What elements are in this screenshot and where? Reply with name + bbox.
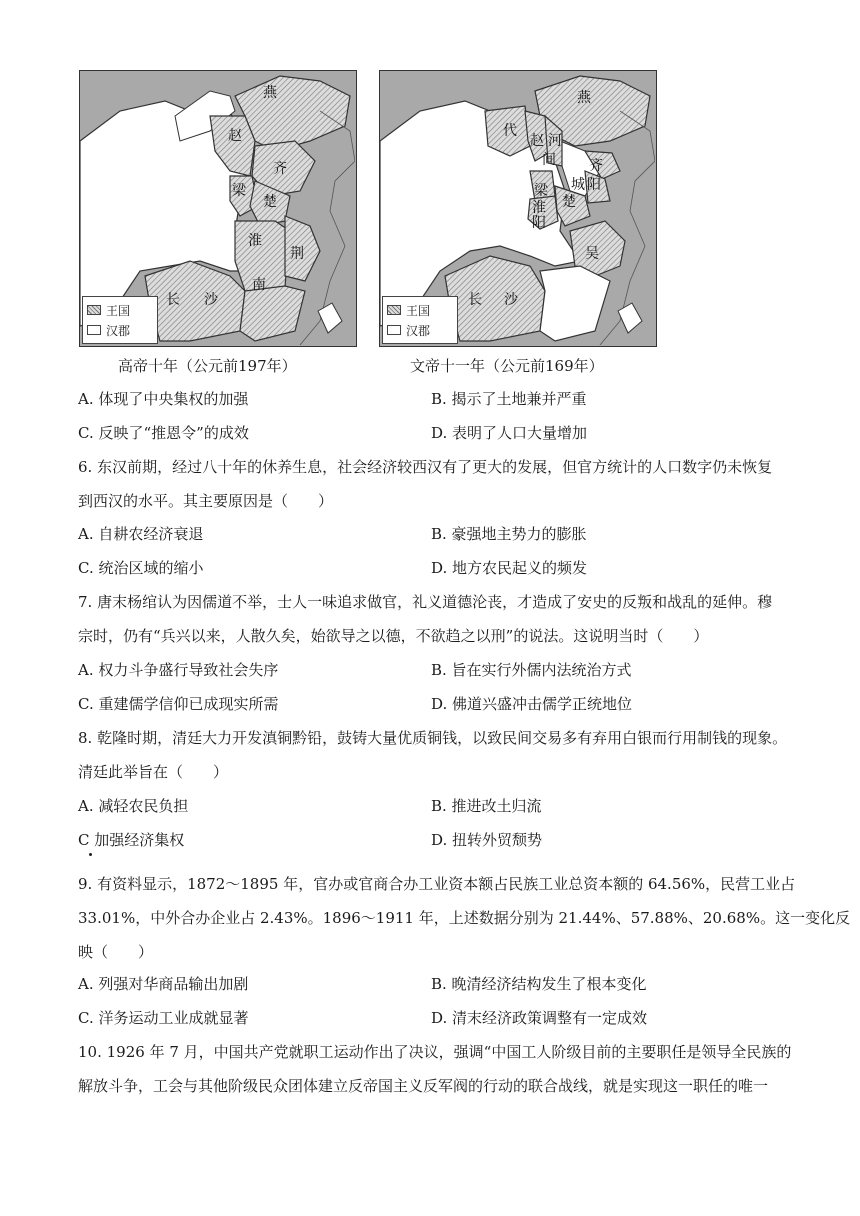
map-legend [382, 296, 458, 344]
legend-kingdom: 王国 [106, 303, 131, 318]
q7-option-c[interactable]: C. 重建儒学信仰已成现实所需 [78, 695, 279, 713]
island [318, 303, 342, 333]
q5-option-a[interactable]: A. 体现了中央集权的加强 [78, 390, 249, 408]
q7-option-d[interactable]: D. 佛道兴盛冲击儒学正统地位 [431, 695, 633, 713]
kingdom-changsha [145, 261, 245, 341]
label-qi: 齐 [273, 161, 287, 177]
kingdom-changsha [445, 256, 545, 341]
legend-kingdom-swatch [387, 305, 401, 315]
label-zhao: 赵 [530, 133, 544, 149]
label-wu: 吴 [585, 246, 599, 262]
kingdom-nan [240, 286, 305, 341]
q6-option-c[interactable]: C. 统治区域的缩小 [78, 559, 204, 577]
label-yan: 燕 [577, 90, 591, 106]
label-nan: 南 [252, 277, 266, 293]
map-gaodi [79, 70, 357, 347]
label-he: 河 [548, 133, 562, 149]
label-huai: 淮 [248, 233, 262, 249]
legend-kingdom-swatch [87, 305, 101, 315]
legend-kingdom: 王国 [406, 303, 431, 318]
label-chu: 楚 [562, 194, 576, 210]
legend-commandery: 汉郡 [106, 323, 131, 338]
label-yang-2: 阳 [532, 215, 546, 231]
q9-stem-line1: 9. 有资料显示，1872～1895 年，官办或官商合办工业资本额占民族工业总资本额的 64.56%，民营工业占 [78, 875, 796, 893]
label-jian: 间 [542, 152, 556, 168]
q6-option-a[interactable]: A. 自耕农经济衰退 [78, 525, 204, 543]
label-liang: 梁 [534, 183, 548, 199]
q7-option-a[interactable]: A. 权力斗争盛行导致社会失序 [78, 661, 279, 679]
label-cheng: 城 [571, 177, 585, 193]
map-legend [82, 296, 158, 344]
q6-stem-line2: 到西汉的水平。其主要原因是（ ） [78, 492, 334, 510]
q8-stem-line1: 8. 乾隆时期，清廷大力开发滇铜黔铅，鼓铸大量优质铜钱，以致民间交易多有弃用白银而行用制钱的现象。 [78, 729, 788, 747]
q6-option-b[interactable]: B. 豪强地主势力的膨胀 [431, 525, 587, 543]
label-chu: 楚 [263, 194, 277, 210]
label-changsha-2: 沙 [504, 292, 518, 308]
label-changsha-2: 沙 [204, 292, 218, 308]
stray-dot [89, 853, 92, 856]
map-wendi [379, 70, 657, 347]
legend-commandery: 汉郡 [406, 323, 431, 338]
q8-option-d[interactable]: D. 扭转外贸颓势 [431, 831, 543, 849]
label-zhao: 赵 [228, 128, 242, 144]
q8-option-b[interactable]: B. 推进改土归流 [431, 797, 542, 815]
legend-commandery-swatch [387, 325, 401, 335]
q7-stem-line2: 宗时，仍有“兵兴以来，人散久矣，始欲导之以德，不欲趋之以刑”的说法。这说明当时（ ） [78, 627, 709, 645]
q8-option-c[interactable]: C 加强经济集权 [78, 831, 185, 849]
q5-option-d[interactable]: D. 表明了人口大量增加 [431, 424, 588, 442]
q7-option-b[interactable]: B. 旨在实行外儒内法统治方式 [431, 661, 632, 679]
label-qi: 齐 [589, 158, 603, 174]
label-huai: 淮 [532, 200, 546, 216]
q9-option-a[interactable]: A. 列强对华商品输出加剧 [78, 975, 249, 993]
q8-stem-line2: 清廷此举旨在（ ） [78, 763, 229, 781]
label-yang: 阳 [587, 177, 601, 193]
q9-option-c[interactable]: C. 洋务运动工业成就显著 [78, 1009, 249, 1027]
q9-option-d[interactable]: D. 清末经济政策调整有一定成效 [431, 1009, 648, 1027]
label-changsha-1: 长 [166, 292, 180, 308]
map-gaodi-caption: 高帝十年（公元前197年） [118, 357, 297, 375]
label-jing: 荆 [290, 246, 304, 262]
label-liang: 梁 [232, 183, 246, 199]
label-changsha-1: 长 [468, 292, 482, 308]
q9-stem-line2: 33.01%，中外合办企业占 2.43%。1896～1911 年，上述数据分别为 21.44%、57.88%、20.68%。这一变化反 [78, 909, 851, 927]
island [618, 303, 642, 333]
q9-stem-line3: 映（ ） [78, 943, 154, 961]
q9-option-b[interactable]: B. 晚清经济结构发生了根本变化 [431, 975, 647, 993]
q10-stem-line1: 10. 1926 年 7 月，中国共产党就职工运动作出了决议，强调“中国工人阶级目前的主要职任是领导全民族的 [78, 1043, 792, 1061]
label-dai: 代 [503, 123, 517, 139]
q5-option-b[interactable]: B. 揭示了土地兼并严重 [431, 390, 587, 408]
label-yan: 燕 [263, 85, 277, 101]
q6-stem-line1: 6. 东汉前期，经过八十年的休养生息，社会经济较西汉有了更大的发展，但官方统计的人口数字仍未恢复 [78, 458, 773, 476]
q8-option-a[interactable]: A. 减轻农民负担 [78, 797, 189, 815]
q7-stem-line1: 7. 唐末杨绾认为因儒道不举，士人一味追求做官，礼义道德沦丧，才造成了安史的反叛和战乱的延伸。穆 [78, 593, 773, 611]
q6-option-d[interactable]: D. 地方农民起义的频发 [431, 559, 588, 577]
legend-commandery-swatch [87, 325, 101, 335]
q5-option-c[interactable]: C. 反映了“推恩令”的成效 [78, 424, 249, 442]
map-wendi-caption: 文帝十一年（公元前169年） [410, 357, 604, 375]
q10-stem-line2: 解放斗争，工会与其他阶级民众团体建立反帝国主义反军阀的行动的联合战线，就是实现这一职任的唯一 [78, 1077, 769, 1095]
han-commandery-south [540, 266, 610, 341]
